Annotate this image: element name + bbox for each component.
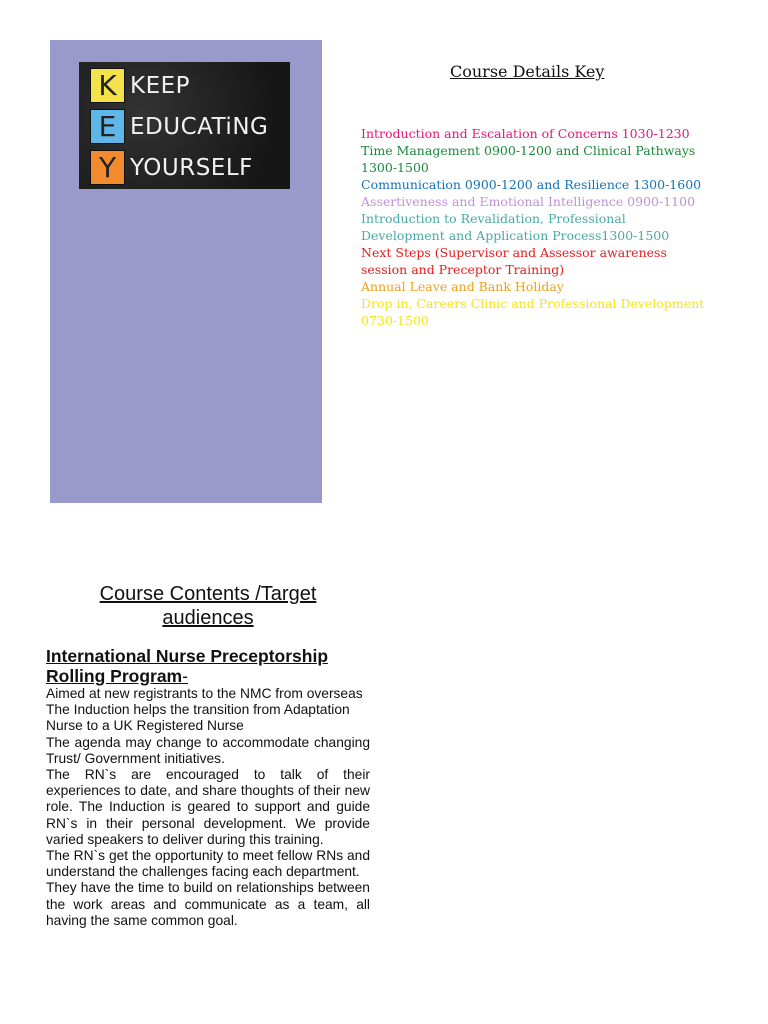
course-contents-title: Course Contents /Target audiences [99,583,317,629]
banner-row-e [90,107,290,146]
course-details-key-list [361,125,711,329]
content-paragraph: The agenda may change to accommodate changing Trust/ Government initiatives. [46,734,370,766]
key-item: Next Steps (Supervisor and Assessor awareness session and Preceptor Training) [361,245,667,277]
banner-letter-tile: E [90,109,125,144]
banner-word: EDUCATiNG [130,113,269,140]
key-item: Communication 0900-1200 and Resilience 1300-1600 [361,177,702,192]
banner-letter-tile: Y [90,150,125,185]
key-item: Introduction and Escalation of Concerns 1030-1230 [361,126,690,141]
content-paragraph: The RN`s get the opportunity to meet fellow RNs and understand the challenges facing each department. [46,848,370,880]
content-paragraph: The Induction helps the transition from Adaptation Nurse to a UK Registered Nurse [46,702,350,734]
course-contents-body [46,646,370,929]
key-item: Assertiveness and Emotional Intelligence 0900-1100 [361,194,696,209]
banner-row-y [90,148,290,187]
banner-word: YOURSELF [130,154,253,181]
keep-educating-yourself-image [79,62,290,189]
key-item: Annual Leave and Bank Holiday [361,279,564,294]
key-item: Time Management 0900-1200 and Clinical Pathways 1300-1500 [361,143,696,175]
key-item: Introduction to Revalidation, Professional Development and Application Process1300-1500 [361,211,670,243]
content-paragraph: Aimed at new registrants to the NMC from overseas [46,686,363,701]
banner-word: KEEP [130,72,191,99]
content-paragraph: They have the time to build on relationships between the work areas and communicate as a team, all having the same common goal. [46,880,370,928]
course-details-key-title: Course Details Key [450,62,605,81]
key-item: Drop in, Careers Clinic and Professional Development 0730-1500 [361,296,705,328]
program-heading [46,646,370,686]
program-heading-dash: - [182,666,188,686]
banner-letter-tile: K [90,68,125,103]
program-heading-text: International Nurse Preceptorship Rolling Program [46,646,329,686]
content-paragraph: The RN`s are encouraged to talk of their experiences to date, and share thoughts of their new role. The Induction is geared to support and guide RN`s in their personal development. We provide varied speakers to deliver during this training. [46,767,370,847]
banner-row-k [90,66,290,105]
